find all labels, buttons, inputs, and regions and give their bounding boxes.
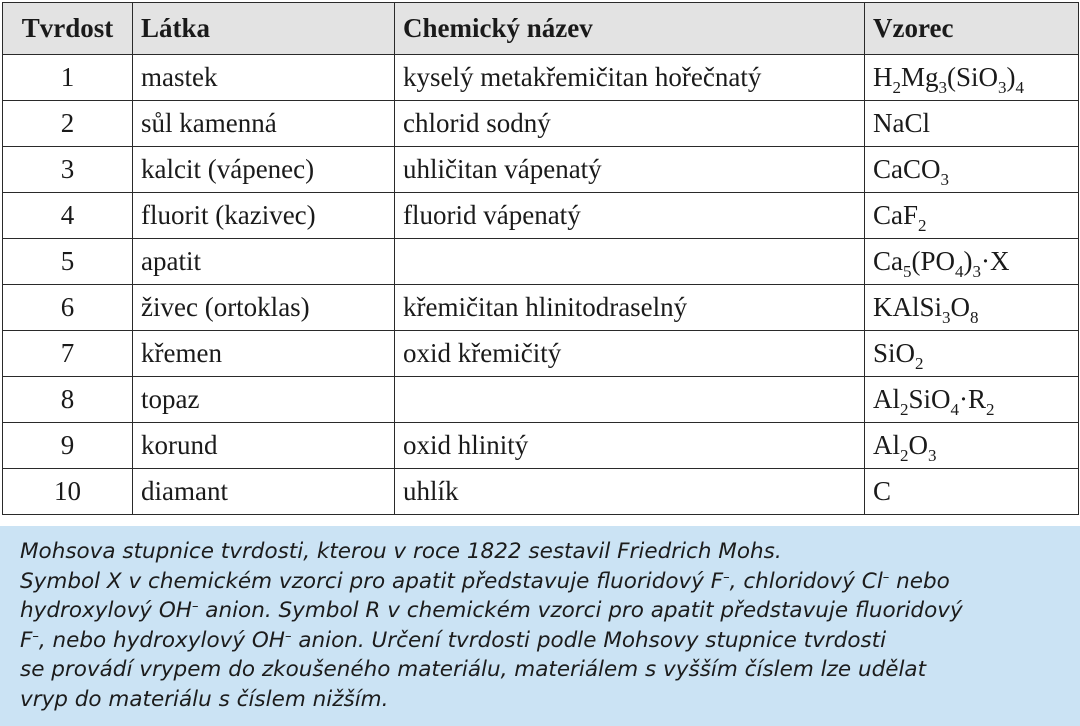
caption-line bbox=[20, 569, 950, 594]
chemical-name-cell bbox=[395, 377, 865, 423]
substance-cell: živec (ortoklas) bbox=[133, 285, 395, 331]
formula-cell bbox=[865, 55, 1079, 101]
formula-cell bbox=[865, 331, 1079, 377]
caption-line bbox=[20, 628, 886, 653]
table-row bbox=[3, 331, 1079, 377]
formula-part: NaCl bbox=[873, 108, 930, 138]
formula-part: (SiO bbox=[947, 62, 999, 92]
caption-line bbox=[20, 539, 782, 564]
table-row bbox=[3, 469, 1079, 515]
table-header bbox=[3, 3, 1079, 55]
formula-subscript: 3 bbox=[928, 446, 937, 465]
chemical-name-cell: oxid hlinitý bbox=[395, 423, 865, 469]
formula-part: ) bbox=[963, 246, 973, 276]
formula-part: SiO bbox=[908, 384, 951, 414]
formula-subscript: 3 bbox=[998, 78, 1007, 97]
formula-part: C bbox=[873, 476, 892, 506]
caption-line bbox=[20, 598, 963, 623]
substance-cell: fluorit (kazivec) bbox=[133, 193, 395, 239]
formula-subscript: 2 bbox=[900, 446, 909, 465]
formula-subscript: 2 bbox=[892, 78, 901, 97]
substance-cell: mastek bbox=[133, 55, 395, 101]
caption-superscript: – bbox=[882, 569, 890, 585]
header-tvrdost: Tvrdost bbox=[3, 3, 133, 55]
caption-segment: hydroxylový OH bbox=[20, 598, 192, 623]
table-row bbox=[3, 239, 1079, 285]
substance-cell: křemen bbox=[133, 331, 395, 377]
formula-part: O bbox=[908, 430, 928, 460]
caption-segment: F bbox=[20, 627, 33, 653]
formula-subscript: 2 bbox=[918, 216, 927, 235]
table-row bbox=[3, 377, 1079, 423]
caption-superscript: – bbox=[32, 628, 39, 644]
formula-part: SiO bbox=[873, 338, 916, 368]
table-body bbox=[3, 55, 1079, 515]
header-chemicky-nazev: Chemický název bbox=[395, 3, 865, 55]
caption-segment: , nebo hydroxylový OH bbox=[38, 627, 285, 653]
caption-segment: nebo bbox=[889, 568, 950, 594]
formula-subscript: 4 bbox=[955, 262, 964, 281]
table-row bbox=[3, 285, 1079, 331]
formula-subscript: 3 bbox=[972, 262, 982, 281]
caption-superscript: – bbox=[723, 569, 730, 585]
caption-superscript: – bbox=[191, 599, 199, 614]
hardness-cell: 8 bbox=[3, 377, 133, 423]
formula-part: Al bbox=[873, 430, 900, 460]
substance-cell: sůl kamenná bbox=[133, 101, 395, 147]
substance-cell: apatit bbox=[133, 239, 395, 285]
chemical-name-cell: uhličitan vápenatý bbox=[395, 147, 865, 193]
table-row bbox=[3, 423, 1079, 469]
caption-text bbox=[20, 537, 1066, 714]
formula-part: ) bbox=[1006, 62, 1016, 92]
formula-subscript: 3 bbox=[940, 170, 949, 189]
formula-subscript: 2 bbox=[900, 400, 909, 419]
substance-cell: korund bbox=[133, 423, 395, 469]
formula-part: Al bbox=[873, 384, 900, 414]
formula-part: H bbox=[873, 62, 893, 92]
formula-part: CaCO bbox=[873, 154, 941, 184]
caption-box bbox=[0, 526, 1080, 726]
chemical-name-cell: kyselý metakřemičitan hořečnatý bbox=[395, 55, 865, 101]
hardness-cell: 2 bbox=[3, 101, 133, 147]
hardness-cell: 1 bbox=[3, 55, 133, 101]
chemical-name-cell: uhlík bbox=[395, 469, 865, 515]
caption-segment: Symbol X v chemickém vzorci pro apatit představuje fluoridový F bbox=[20, 568, 724, 594]
formula-part: Mg bbox=[901, 62, 939, 92]
caption-segment: , chloridový Cl bbox=[729, 568, 883, 594]
caption-line bbox=[20, 657, 926, 682]
header-row bbox=[3, 3, 1079, 55]
formula-subscript: 4 bbox=[950, 400, 960, 419]
chemical-name-cell: fluorid vápenatý bbox=[395, 193, 865, 239]
table-row bbox=[3, 193, 1079, 239]
formula-subscript: 4 bbox=[1015, 78, 1025, 97]
formula-cell bbox=[865, 423, 1079, 469]
formula-subscript: 2 bbox=[915, 354, 924, 373]
chemical-name-cell: křemičitan hlinitodraselný bbox=[395, 285, 865, 331]
table-row bbox=[3, 101, 1079, 147]
formula-cell bbox=[865, 193, 1079, 239]
caption-segment: Mohsova stupnice tvrdosti, kterou v roce 1822 sestavil Friedrich Mohs. bbox=[20, 539, 782, 564]
formula-cell bbox=[865, 239, 1079, 285]
formula-part: CaF bbox=[873, 200, 919, 230]
mohs-hardness-table bbox=[2, 2, 1079, 515]
hardness-cell: 3 bbox=[3, 147, 133, 193]
formula-subscript: 3 bbox=[938, 78, 948, 97]
formula-subscript: 3 bbox=[942, 308, 951, 327]
caption-segment: vryp do materiálu s číslem nižším. bbox=[20, 686, 389, 712]
formula-subscript: 2 bbox=[986, 400, 995, 419]
hardness-cell: 4 bbox=[3, 193, 133, 239]
hardness-cell: 5 bbox=[3, 239, 133, 285]
formula-part: Ca bbox=[873, 246, 903, 276]
hardness-cell: 10 bbox=[3, 469, 133, 515]
table-row bbox=[3, 147, 1079, 193]
table-row bbox=[3, 55, 1079, 101]
formula-part: ·X bbox=[981, 246, 1010, 276]
header-vzorec: Vzorec bbox=[865, 3, 1079, 55]
caption-segment: anion. Určení tvrdosti podle Mohsovy stupnice tvrdosti bbox=[291, 627, 887, 653]
caption-superscript: – bbox=[284, 628, 292, 644]
chemical-name-cell: chlorid sodný bbox=[395, 101, 865, 147]
hardness-cell: 7 bbox=[3, 331, 133, 377]
formula-part: (PO bbox=[911, 246, 956, 276]
substance-cell: kalcit (vápenec) bbox=[133, 147, 395, 193]
formula-part: O bbox=[950, 292, 971, 322]
formula-cell bbox=[865, 101, 1079, 147]
caption-segment: se provádí vrypem do zkoušeného materiálu, materiálem s vyšším číslem lze udělat bbox=[20, 657, 927, 682]
substance-cell: diamant bbox=[133, 469, 395, 515]
formula-cell bbox=[865, 285, 1079, 331]
chemical-name-cell bbox=[395, 239, 865, 285]
chemical-name-cell: oxid křemičitý bbox=[395, 331, 865, 377]
caption-segment: anion. Symbol R v chemickém vzorci pro apatit představuje fluoridový bbox=[198, 598, 963, 623]
formula-subscript: 8 bbox=[970, 308, 979, 327]
formula-subscript: 5 bbox=[903, 262, 912, 281]
caption-line bbox=[20, 687, 388, 712]
hardness-cell: 9 bbox=[3, 423, 133, 469]
hardness-cell: 6 bbox=[3, 285, 133, 331]
formula-cell bbox=[865, 377, 1079, 423]
formula-cell bbox=[865, 147, 1079, 193]
formula-part: ·R bbox=[959, 384, 987, 414]
formula-part: KAlSi bbox=[873, 292, 943, 322]
header-latka: Látka bbox=[133, 3, 395, 55]
substance-cell: topaz bbox=[133, 377, 395, 423]
formula-cell bbox=[865, 469, 1079, 515]
